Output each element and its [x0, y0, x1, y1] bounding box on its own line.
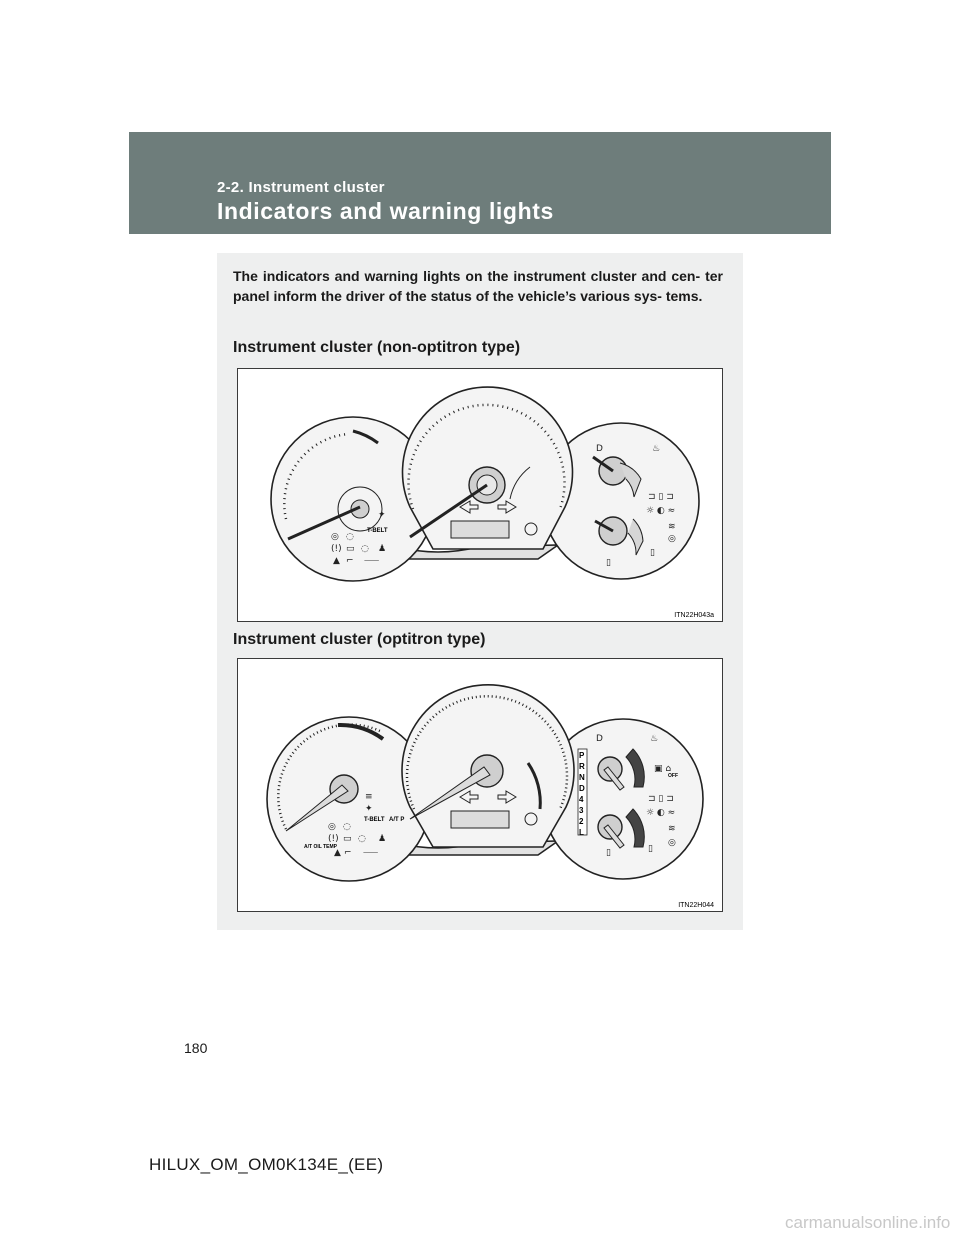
gear-l: L [579, 828, 584, 837]
svg-text:✦: ✦ [378, 510, 386, 520]
svg-text:♨: ♨ [652, 444, 661, 454]
figure-1-code: ITN22H043a [674, 612, 714, 619]
svg-text:≋: ≋ [668, 824, 676, 834]
gear-position-indicator [578, 749, 587, 837]
svg-text:▭: ▭ [343, 834, 352, 844]
cluster-optitron-drawing [238, 659, 722, 911]
svg-text:☼ ◐ ≈: ☼ ◐ ≈ [646, 506, 676, 516]
off-label: OFF [668, 773, 678, 779]
svg-text:✦: ✦ [365, 804, 373, 814]
svg-text:⌐: ⌐ [344, 848, 352, 858]
figure-1-cluster-illustration [237, 368, 723, 622]
svg-text:▣ ⌂: ▣ ⌂ [654, 764, 672, 774]
section-title: Indicators and warning lights [217, 198, 554, 224]
figure-2-heading: Instrument cluster (optitron type) [233, 631, 486, 648]
t-belt-label: T-BELT [364, 817, 385, 823]
svg-text:▯: ▯ [606, 558, 611, 568]
svg-text:◌: ◌ [361, 544, 369, 554]
figure-1-heading: Instrument cluster (non-optitron type) [233, 339, 521, 356]
svg-text:⸺: ⸺ [363, 848, 379, 858]
svg-text:▲: ▲ [334, 848, 341, 858]
svg-text:⊐ ▯ ⊐: ⊐ ▯ ⊐ [648, 492, 674, 502]
t-belt-label: T-BELT [367, 528, 388, 534]
svg-text:♟: ♟ [378, 834, 387, 844]
svg-text:D: D [596, 734, 603, 744]
svg-text:◌: ◌ [346, 532, 354, 542]
gear-r: R [579, 762, 585, 771]
svg-text:▭: ▭ [346, 544, 355, 554]
gear-3: 3 [579, 806, 584, 815]
gear-4: 4 [579, 795, 584, 804]
svg-text:◎: ◎ [668, 534, 676, 544]
content-box [217, 253, 743, 930]
svg-text:≡: ≡ [365, 792, 373, 802]
header-band [129, 132, 831, 234]
svg-text:◌: ◌ [343, 822, 351, 832]
svg-text:◎: ◎ [328, 822, 336, 832]
svg-text:♨: ♨ [650, 734, 659, 744]
svg-text:⸺: ⸺ [364, 556, 380, 566]
at-oil-temp-label: A/T OIL TEMP [304, 844, 337, 850]
intro-paragraph: The indicators and warning lights on the instrument cluster and cen- ter panel inform the driver of the status of the vehicle’s various sys- tems. [233, 268, 723, 304]
svg-text:⌐: ⌐ [346, 556, 354, 566]
watermark: carmanualsonline.info [785, 1213, 951, 1232]
gear-d: D [579, 784, 585, 793]
svg-text:▯: ▯ [648, 844, 653, 854]
at-p-label: A/T P [389, 817, 405, 823]
svg-text:▯: ▯ [650, 548, 655, 558]
svg-text:◎: ◎ [331, 532, 339, 542]
svg-text:♟: ♟ [378, 544, 387, 554]
svg-text:D: D [596, 444, 603, 454]
svg-text:⊐ ▯ ⊐: ⊐ ▯ ⊐ [648, 794, 674, 804]
svg-text:(!): (!) [328, 834, 339, 844]
svg-text:▯: ▯ [606, 848, 611, 858]
svg-text:◎: ◎ [668, 838, 676, 848]
gear-2: 2 [579, 817, 584, 826]
svg-text:☼ ◐ ≈: ☼ ◐ ≈ [646, 808, 676, 818]
svg-text:(!): (!) [331, 544, 342, 554]
svg-text:▲: ▲ [333, 556, 340, 566]
figure-2-cluster-illustration [237, 658, 723, 912]
gear-n: N [579, 773, 585, 782]
svg-text:◌: ◌ [358, 834, 366, 844]
gear-p: P [579, 751, 585, 760]
cluster-non-optitron-drawing [238, 369, 722, 621]
figure-2-code: ITN22H044 [678, 902, 714, 909]
page-number: 180 [184, 1040, 208, 1056]
svg-text:≋: ≋ [668, 522, 676, 532]
footer-doc-id: HILUX_OM_OM0K134E_(EE) [149, 1155, 384, 1174]
section-label: 2-2. Instrument cluster [217, 179, 385, 196]
